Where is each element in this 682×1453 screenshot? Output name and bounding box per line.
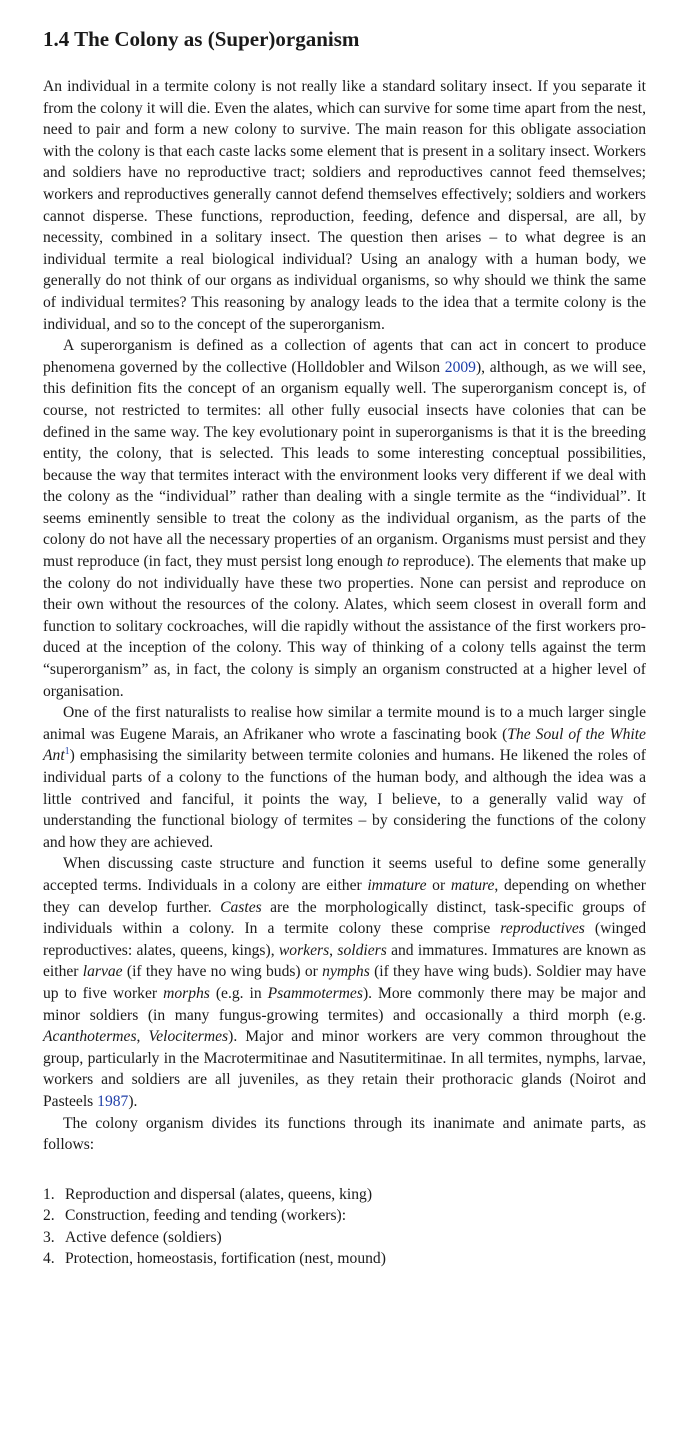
paragraph-4-text: are the morphologically distinct, task-specific groups of individuals within a colony. In a termite colony these comprise: [43, 898, 646, 938]
term-nymphs: nymphs: [322, 963, 370, 981]
citation-link-noirot-pasteels[interactable]: 1987: [97, 1092, 129, 1110]
paragraph-4-text: (e.g. in: [209, 984, 268, 1002]
list-item-number: 2.: [43, 1207, 55, 1225]
paragraph-4-text: ,: [329, 941, 338, 959]
list-item: [43, 1227, 646, 1249]
paragraph-5: The colony organism divides its functions through its inanimate and animate parts, as follows:: [43, 1114, 646, 1154]
term-larvae: larvae: [82, 963, 123, 981]
paragraph-4-text: (if they have wing buds). Soldier may have up to five worker: [43, 963, 646, 1002]
paragraph-4-text: ). Major and minor workers are very common throughout the group, particularly in the Macrotermitinae and Nasutitermitinae. In all termites, nymphs, larvae, workers and soldiers are all juveniles, as they retain their prothoracic glands (Noirot and Pasteels: [43, 1028, 646, 1110]
paragraph-4: [43, 853, 646, 1112]
term-morphs: morphs: [163, 984, 210, 1002]
paragraph-4-text: When discussing caste structure and function it seems useful to define some generally accepted terms. Individuals in a colony are either: [43, 855, 646, 894]
paragraph-4-text: and immatures. Immatures are known as either: [43, 941, 646, 981]
genus-psammotermes: Psammotermes: [267, 984, 363, 1002]
paragraph-2-text-c: reproduce). The elements that make up the colony do not individually have these two properties. None can persist and reproduce on their own without the resources of the colony. Alates, which seem closest in overall form and function to solitary cockroaches, will die rapidly without the assistance of the first workers produced at the inception of the colony. This way of thinking of a colony tells against the term “superorganism” as, in fact, the colony is simply an organism constructed at a higher level of organisation.: [43, 553, 646, 700]
list-item-number: 1.: [43, 1185, 55, 1203]
list-item-number: 3.: [43, 1228, 55, 1246]
term-reproductives: reproductives: [500, 920, 585, 938]
paragraph-2: [43, 335, 646, 702]
list-item-text: Protection, homeostasis, fortification (nest, mound): [65, 1250, 386, 1268]
paragraph-3: [43, 702, 646, 853]
paragraph-2-text-a: A superorganism is defined as a collection of agents that can act in concert to produce phenomena governed by the collective (Holldobler and Wilson: [43, 337, 646, 376]
paragraph-4-text: or: [426, 876, 451, 894]
paragraph-4-text: ,: [136, 1028, 149, 1046]
paragraph-1: An individual in a termite colony is not really like a standard solitary insect. If you separate it from the colony it will die. Even the alates, which can survive for some time apart from the nest, need to pair and form a new colony to survive. The main reason for this obligate association with the colony is that each caste lacks some element that is present in a solitary insect. Workers and soldiers have no reproductive tract; soldiers and reproductives cannot feed themselves; workers and reproductives generally cannot defend themselves effectively; soldiers and workers cannot disperse. These functions, reproduction, feeding, defence and dispersal, are all, by necessity, combined in a solitary insect. The question then arises – to what degree is an individual termite a real biological individual? Using an analogy with a human body, we generally do not think of our organs as individual organisms, so why should we think the same of individual termites? This reasoning by analogy leads to the idea that a termite colony is the individual, and so to the concept of the superorganism.: [43, 78, 646, 333]
book-title: The Soul of the White Ant: [43, 725, 646, 765]
paragraph-4-text: (if they have no wing buds) or: [122, 963, 323, 981]
citation-link-holldobler-wilson[interactable]: 2009: [444, 358, 476, 376]
footnote-marker[interactable]: 1: [64, 746, 70, 758]
genus-velocitermes: Velocitermes: [148, 1028, 229, 1046]
list-item-text: Reproduction and dispersal (alates, queens, king): [65, 1185, 373, 1203]
term-mature: mature: [450, 876, 495, 894]
term-soldiers: soldiers: [337, 941, 387, 959]
list-item: [43, 1184, 646, 1206]
paragraph-4-text: ). More commonly there may be major and minor soldiers (in many fungus-growing termites) and occasionally a third morph (e.g.: [43, 984, 646, 1024]
paragraph-4-text: , depending on whether they can develop further.: [43, 876, 646, 916]
list-item-number: 4.: [43, 1250, 55, 1268]
paragraph-2-text-b: ), although, as we will see, this definition fits the concept of an organism equally well. The superorganism concept is, of course, not restricted to termites: all other fully eusocial insects have colonies that can be defined in the same way. The key evolutionary point in superorganisms is that it is the breeding entity, the colony, that is selected. This leads to some interesting conceptual possibilities, because the way that termites interact with the environment looks very different if we deal with the colony as the “individual” rather than dealing with a single termite as the “individual”. It seems eminently sensible to treat the colony as the individual organism, as the parts of the colony do not have all the necessary properties of an organism. Organisms must persist and they must reproduce (in fact, they must persist long enough: [43, 358, 647, 571]
section-heading: 1.4 The Colony as (Super)organism: [43, 27, 360, 51]
functions-list: [43, 1184, 646, 1270]
term-castes: Castes: [220, 898, 262, 916]
list-item: [43, 1248, 646, 1270]
paragraph-4-text: ).: [128, 1092, 138, 1110]
list-item-text: Construction, feeding and tending (workers):: [65, 1207, 347, 1225]
term-workers: workers: [278, 941, 330, 959]
term-immature: immature: [367, 876, 427, 894]
paragraph-4-text: (winged reproductives: alates, queens, kings),: [43, 920, 646, 959]
genus-acanthotermes: Acanthotermes: [43, 1028, 137, 1046]
paragraph-3-text-b: ) emphasising the similarity between termite colonies and humans. He likened the roles of individual parts of a colony to the functions of the human body, and although the idea was a little contrived and fanciful, it points the way, I believe, to a generally valid way of understanding the functional biology of termites – by considering the functions of the colony and how they are achieved.: [43, 747, 646, 851]
list-item-text: Active defence (soldiers): [65, 1228, 222, 1246]
emphasis-to: to: [386, 553, 400, 571]
paragraph-3-text-a: One of the first naturalists to realise how similar a termite mound is to a much larger single animal was Eugene Marais, an Afrikaner who wrote a fascinating book (: [43, 704, 646, 743]
list-item: [43, 1205, 646, 1227]
